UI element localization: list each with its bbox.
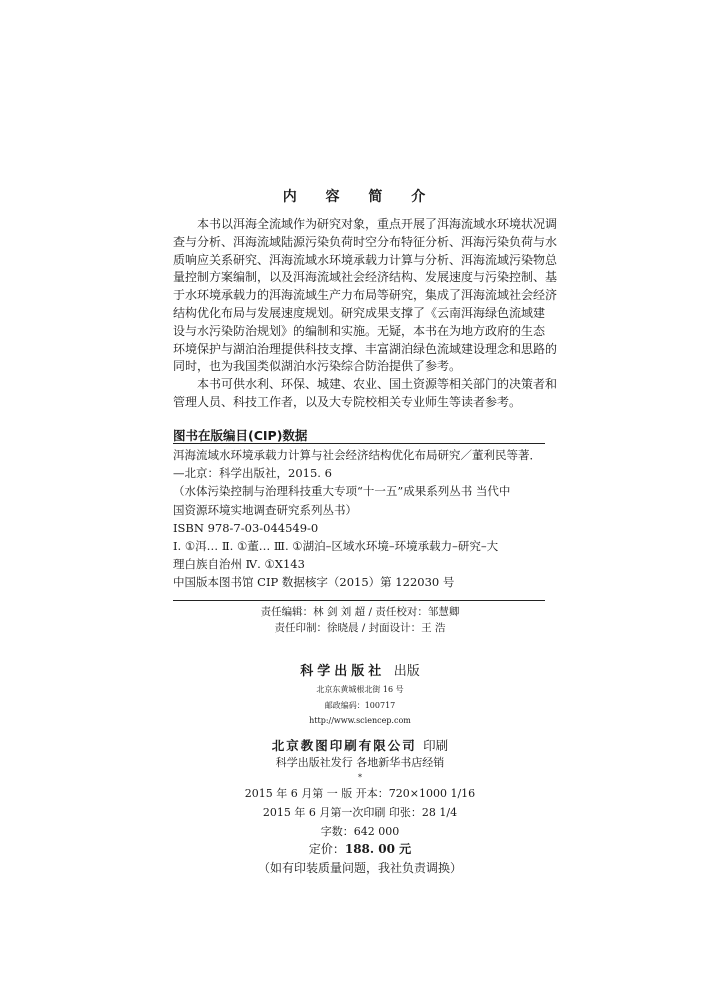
summary-line: 设与水污染防治规划》的编制和实施。无疑，本书在为地方政府的生态 [173,323,546,338]
cip-line: 中国版本图书馆 CIP 数据核字（2015）第 122030 号 [173,575,455,590]
summary-line: 质响应关系研究、洱海流域水环境承载力计算与分析、洱海流域污染物总 [173,252,558,267]
cip-block [173,446,553,592]
summary-line: 本书以洱海全流域作为研究对象，重点开展了洱海流域水环境状况调 [197,217,558,231]
separator-star: * [358,773,362,782]
cip-line: 洱海流域水环境承载力计算与社会经济结构优化布局研究／董利民等著． [173,448,541,462]
cip-line: —北京：科学出版社，2015. 6 [173,466,332,481]
credits-editors: 责任编辑：林 剑 刘 超 / 责任校对：邹慧卿 [260,606,460,618]
distribution-line: 科学出版社发行 各地新华书店经销 [275,756,445,769]
publisher-address: 北京东黄城根北街 16 号 [316,685,404,694]
summary-line: 量控制方案编制，以及洱海流域社会经济结构、发展速度与污染控制、基 [173,270,558,285]
summary-title: 内 容 简 介 [282,189,438,205]
publisher-postcode: 邮政编码：100717 [324,701,396,710]
publisher-role: 出版 [393,664,420,679]
price-label: 定价： [308,842,345,856]
publisher-url: http://www.sciencep.com [309,716,411,725]
printer-line [0,736,720,754]
cip-line: ISBN 978-7-03-044549-0 [173,520,319,535]
summary-line: 于水环境承载力的洱海流域生产力布局等研究，集成了洱海流域社会经济 [173,288,558,303]
summary-line: 环境保护与湖泊治理提供科技支撑、丰富湖泊绿色流域建设理念和思路的 [173,341,558,356]
cip-line: （水体污染控制与治理科技重大专项“十一五”成果系列丛书 当代中 [173,484,511,499]
printer-role: 印刷 [423,738,449,753]
edition-line: 2015 年 6 月第 一 版 开本：720×1000 1/16 [244,787,476,800]
price-note: （如有印装质量问题，我社负责调换） [257,861,462,875]
publisher-name: 科学出版社 [300,664,386,679]
summary-line: 同时，也为我国类似湖泊水污染综合防治提供了参考。 [173,359,462,374]
credits-production: 责任印制：徐晓晨 / 封面设计：王 浩 [274,622,446,634]
summary-line: 结构优化布局与发展速度规划。研究成果支撑了《云南洱海绿色流域建 [173,305,546,320]
printer-name: 北京教图印刷有限公司 [271,738,417,753]
printing-line: 2015 年 6 月第一次印刷 印张：28 1/4 [262,806,458,819]
wordcount-line: 字数：642 000 [320,825,400,838]
summary-line: 查与分析、洱海流域陆源污染负荷时空分布特征分析、洱海污染负荷与水 [173,234,558,249]
cip-heading: 图书在版编目(CIP)数据 [173,428,308,443]
cip-line: Ⅰ. ①洱… Ⅱ. ①董… Ⅲ. ①湖泊–区域水环境–环境承载力–研究–大 [173,538,499,553]
cip-bottom-rule [173,600,545,601]
summary-body [173,216,558,412]
summary-line: 本书可供水利、环保、城建、农业、国土资源等相关部门的决策者和 [197,377,558,392]
cip-line: 国资源环境实地调查研究系列丛书） [173,502,357,517]
cip-top-rule [173,443,545,444]
publisher-line [0,660,720,679]
price-value: 188. 00 元 [344,842,412,856]
summary-line: 管理人员、科技工作者，以及大专院校相关专业师生等读者参考。 [173,394,522,409]
cip-line: 理白族自治州 Ⅳ. ①X143 [173,557,305,572]
price-line [0,840,720,857]
